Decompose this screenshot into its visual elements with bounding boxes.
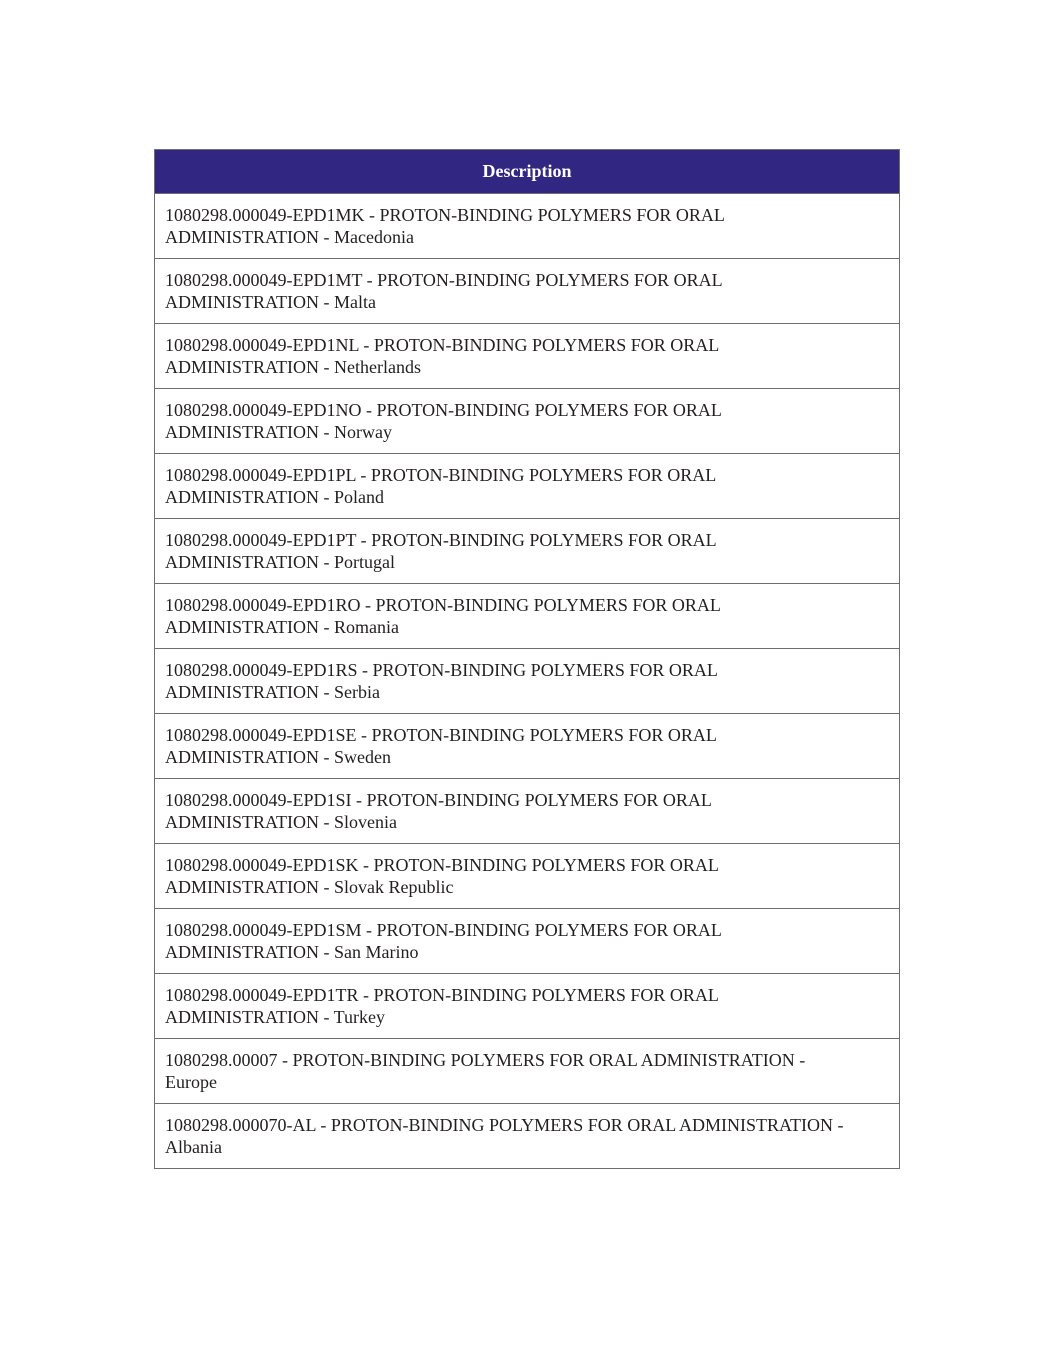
description-cell bbox=[155, 389, 900, 454]
description-cell bbox=[155, 909, 900, 974]
table-row bbox=[155, 454, 900, 519]
description-line: ADMINISTRATION - San Marino bbox=[165, 942, 419, 962]
table-header bbox=[155, 150, 900, 194]
table-row bbox=[155, 779, 900, 844]
description-cell bbox=[155, 649, 900, 714]
table-row bbox=[155, 1039, 900, 1104]
description-line: ADMINISTRATION - Romania bbox=[165, 617, 399, 637]
table-row bbox=[155, 909, 900, 974]
description-line: 1080298.000049-EPD1SE - PROTON-BINDING POLYMERS FOR ORAL bbox=[165, 725, 717, 745]
description-line: 1080298.000070-AL - PROTON-BINDING POLYMERS FOR ORAL ADMINISTRATION - bbox=[165, 1115, 844, 1135]
table-row bbox=[155, 584, 900, 649]
description-cell bbox=[155, 1104, 900, 1169]
table-row bbox=[155, 519, 900, 584]
description-line: Albania bbox=[165, 1137, 222, 1157]
description-column-header: Description bbox=[155, 150, 900, 194]
description-line: 1080298.000049-EPD1SK - PROTON-BINDING POLYMERS FOR ORAL bbox=[165, 855, 719, 875]
description-cell bbox=[155, 844, 900, 909]
table-row bbox=[155, 194, 900, 259]
description-line: ADMINISTRATION - Poland bbox=[165, 487, 384, 507]
description-line: Europe bbox=[165, 1072, 217, 1092]
description-cell bbox=[155, 779, 900, 844]
description-line: ADMINISTRATION - Serbia bbox=[165, 682, 380, 702]
table-row bbox=[155, 649, 900, 714]
description-table bbox=[154, 149, 900, 1169]
description-cell bbox=[155, 454, 900, 519]
description-cell bbox=[155, 519, 900, 584]
description-cell bbox=[155, 584, 900, 649]
description-line: ADMINISTRATION - Slovenia bbox=[165, 812, 397, 832]
description-line: ADMINISTRATION - Netherlands bbox=[165, 357, 421, 377]
description-line: 1080298.000049-EPD1TR - PROTON-BINDING POLYMERS FOR ORAL bbox=[165, 985, 719, 1005]
description-line: ADMINISTRATION - Macedonia bbox=[165, 227, 414, 247]
description-line: 1080298.000049-EPD1MT - PROTON-BINDING POLYMERS FOR ORAL bbox=[165, 270, 723, 290]
table-row bbox=[155, 259, 900, 324]
description-cell bbox=[155, 1039, 900, 1104]
description-line: 1080298.000049-EPD1PL - PROTON-BINDING POLYMERS FOR ORAL bbox=[165, 465, 717, 485]
description-cell bbox=[155, 974, 900, 1039]
description-line: 1080298.000049-EPD1SI - PROTON-BINDING POLYMERS FOR ORAL bbox=[165, 790, 712, 810]
description-line: 1080298.000049-EPD1NL - PROTON-BINDING POLYMERS FOR ORAL bbox=[165, 335, 720, 355]
header-row bbox=[155, 150, 900, 194]
table-body bbox=[155, 194, 900, 1169]
description-cell bbox=[155, 324, 900, 389]
description-line: 1080298.000049-EPD1MK - PROTON-BINDING POLYMERS FOR ORAL bbox=[165, 205, 725, 225]
description-line: 1080298.000049-EPD1RS - PROTON-BINDING POLYMERS FOR ORAL bbox=[165, 660, 718, 680]
description-line: ADMINISTRATION - Malta bbox=[165, 292, 376, 312]
description-line: 1080298.00007 - PROTON-BINDING POLYMERS FOR ORAL ADMINISTRATION - bbox=[165, 1050, 806, 1070]
table-row bbox=[155, 714, 900, 779]
description-cell bbox=[155, 259, 900, 324]
description-line: ADMINISTRATION - Norway bbox=[165, 422, 392, 442]
description-cell bbox=[155, 714, 900, 779]
table-row bbox=[155, 1104, 900, 1169]
table-row bbox=[155, 844, 900, 909]
description-line: 1080298.000049-EPD1PT - PROTON-BINDING POLYMERS FOR ORAL bbox=[165, 530, 717, 550]
description-line: ADMINISTRATION - Portugal bbox=[165, 552, 395, 572]
description-line: ADMINISTRATION - Slovak Republic bbox=[165, 877, 454, 897]
table-row bbox=[155, 974, 900, 1039]
description-line: 1080298.000049-EPD1SM - PROTON-BINDING POLYMERS FOR ORAL bbox=[165, 920, 722, 940]
table-row bbox=[155, 324, 900, 389]
description-line: 1080298.000049-EPD1NO - PROTON-BINDING POLYMERS FOR ORAL bbox=[165, 400, 722, 420]
description-line: ADMINISTRATION - Turkey bbox=[165, 1007, 386, 1027]
table-row bbox=[155, 389, 900, 454]
description-line: ADMINISTRATION - Sweden bbox=[165, 747, 391, 767]
description-cell bbox=[155, 194, 900, 259]
description-line: 1080298.000049-EPD1RO - PROTON-BINDING POLYMERS FOR ORAL bbox=[165, 595, 721, 615]
